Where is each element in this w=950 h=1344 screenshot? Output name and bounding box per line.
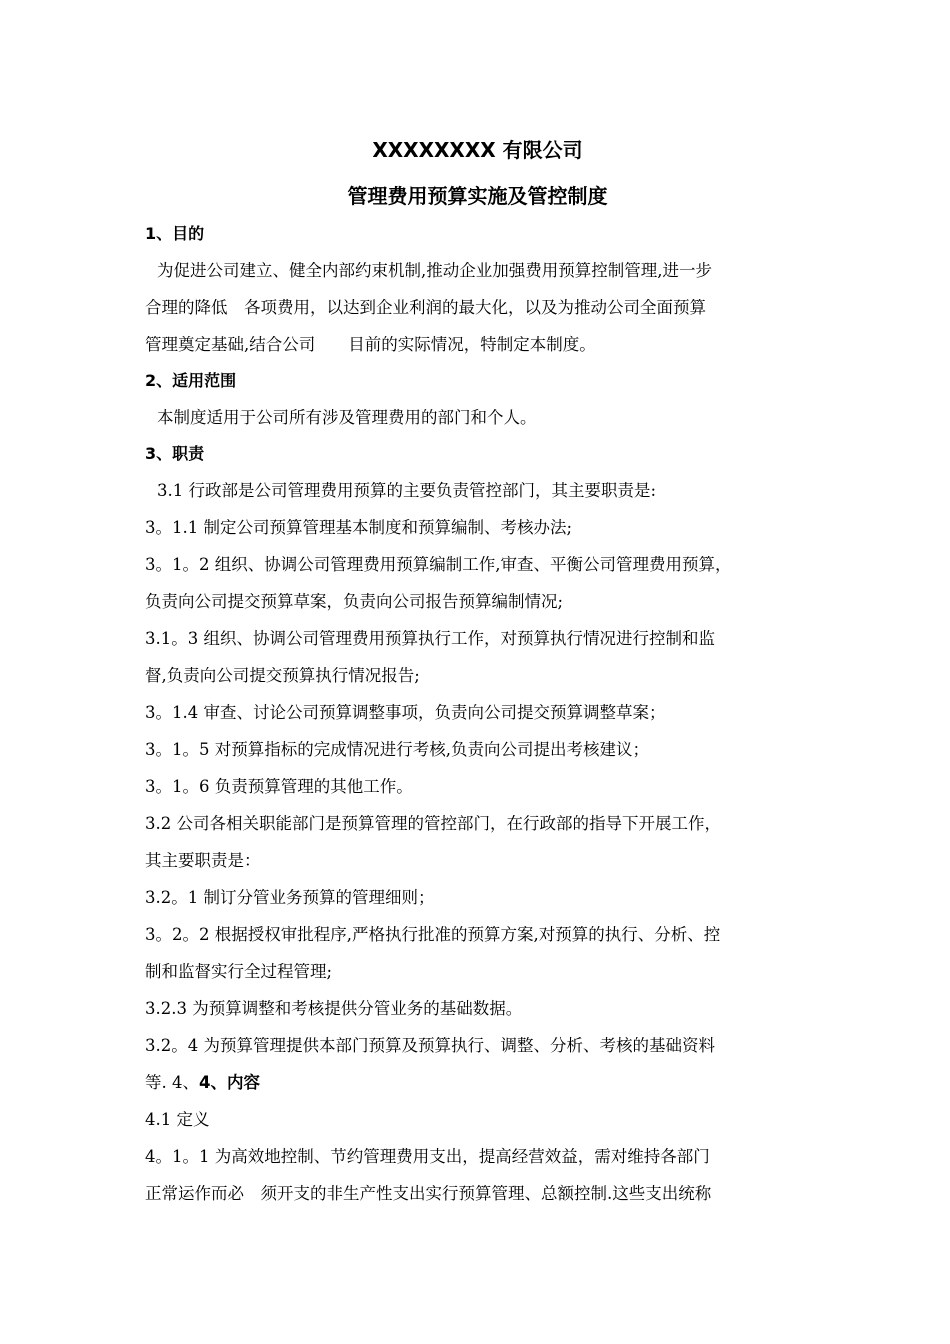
- clause-3-2-4-line-2: [145, 1064, 810, 1101]
- section-1-heading: 1、目的: [145, 224, 205, 243]
- clause-3-2-3: 3.2.3 为预算调整和考核提供分管业务的基础数据。: [145, 999, 523, 1018]
- clause-4-1-1-line-2: 正常运作而必 须开支的非生产性支出实行预算管理、总额控制.这些支出统称: [145, 1184, 712, 1203]
- clause-3-1-2-line-1: 3。1。2 组织、协调公司管理费用预算编制工作,审查、平衡公司管理费用预算，: [145, 555, 732, 574]
- clause-3-2-line-2: 其主要职责是：: [145, 851, 261, 870]
- document-title: 管理费用预算实施及管控制度: [347, 184, 608, 208]
- clause-4-1-1-line-1: 4。1。1 为高效地控制、节约管理费用支出，提高经营效益，需对维持各部门: [145, 1147, 710, 1166]
- section-1-line-1: 为促进公司建立、健全内部约束机制,推动企业加强费用预算控制管理,进一步: [157, 261, 712, 280]
- section-1-line-2: 合理的降低 各项费用，以达到企业利润的最大化，以及为推动公司全面预算: [145, 298, 706, 317]
- clause-3-1-3-line-2: 督,负责向公司提交预算执行情况报告;: [145, 666, 420, 685]
- clause-3-1-5: 3。1。5 对预算指标的完成情况进行考核,负责向公司提出考核建议；: [145, 740, 649, 759]
- clause-3-2-2-line-1: 3。2。2 根据授权审批程序,严格执行批准的预算方案,对预算的执行、分析、控: [145, 925, 721, 944]
- section-4-heading: 4、内容: [199, 1073, 260, 1092]
- clause-3-1-1: 3。1.1 制定公司预算管理基本制度和预算编制、考核办法;: [145, 518, 573, 537]
- clause-3-1-4: 3。1.4 审查、讨论公司预算调整事项，负责向公司提交预算调整草案；: [145, 703, 666, 722]
- clause-4-1: 4.1 定义: [145, 1110, 210, 1129]
- clause-3-2-4-tail: 等. 4、: [145, 1073, 199, 1092]
- clause-3-2-2-line-2: 制和监督实行全过程管理;: [145, 962, 333, 981]
- clause-3-1: 3.1 行政部是公司管理费用预算的主要负责管控部门，其主要职责是:: [157, 481, 657, 500]
- clause-3-2-1: 3.2。1 制订分管业务预算的管理细则；: [145, 888, 435, 907]
- clause-3-2-4-line-1: 3.2。4 为预算管理提供本部门预算及预算执行、调整、分析、考核的基础资料: [145, 1036, 715, 1055]
- section-3-heading: 3、职责: [145, 444, 205, 463]
- document-page: [145, 132, 810, 1212]
- section-1-line-3: 管理奠定基础,结合公司 目前的实际情况，特制定本制度。: [145, 335, 596, 354]
- section-2-line-1: 本制度适用于公司所有涉及管理费用的部门和个人。: [157, 408, 537, 427]
- clause-3-1-3-line-1: 3.1。3 组织、协调公司管理费用预算执行工作，对预算执行情况进行控制和监: [145, 629, 715, 648]
- clause-3-1-2-line-2: 负责向公司提交预算草案，负责向公司报告预算编制情况;: [145, 592, 564, 611]
- clause-3-1-6: 3。1。6 负责预算管理的其他工作。: [145, 777, 413, 796]
- company-name: XXXXXXXX 有限公司: [372, 138, 583, 162]
- section-2-heading: 2、适用范围: [145, 371, 237, 390]
- clause-3-2-line-1: 3.2 公司各相关职能部门是预算管理的管控部门，在行政部的指导下开展工作，: [145, 814, 721, 833]
